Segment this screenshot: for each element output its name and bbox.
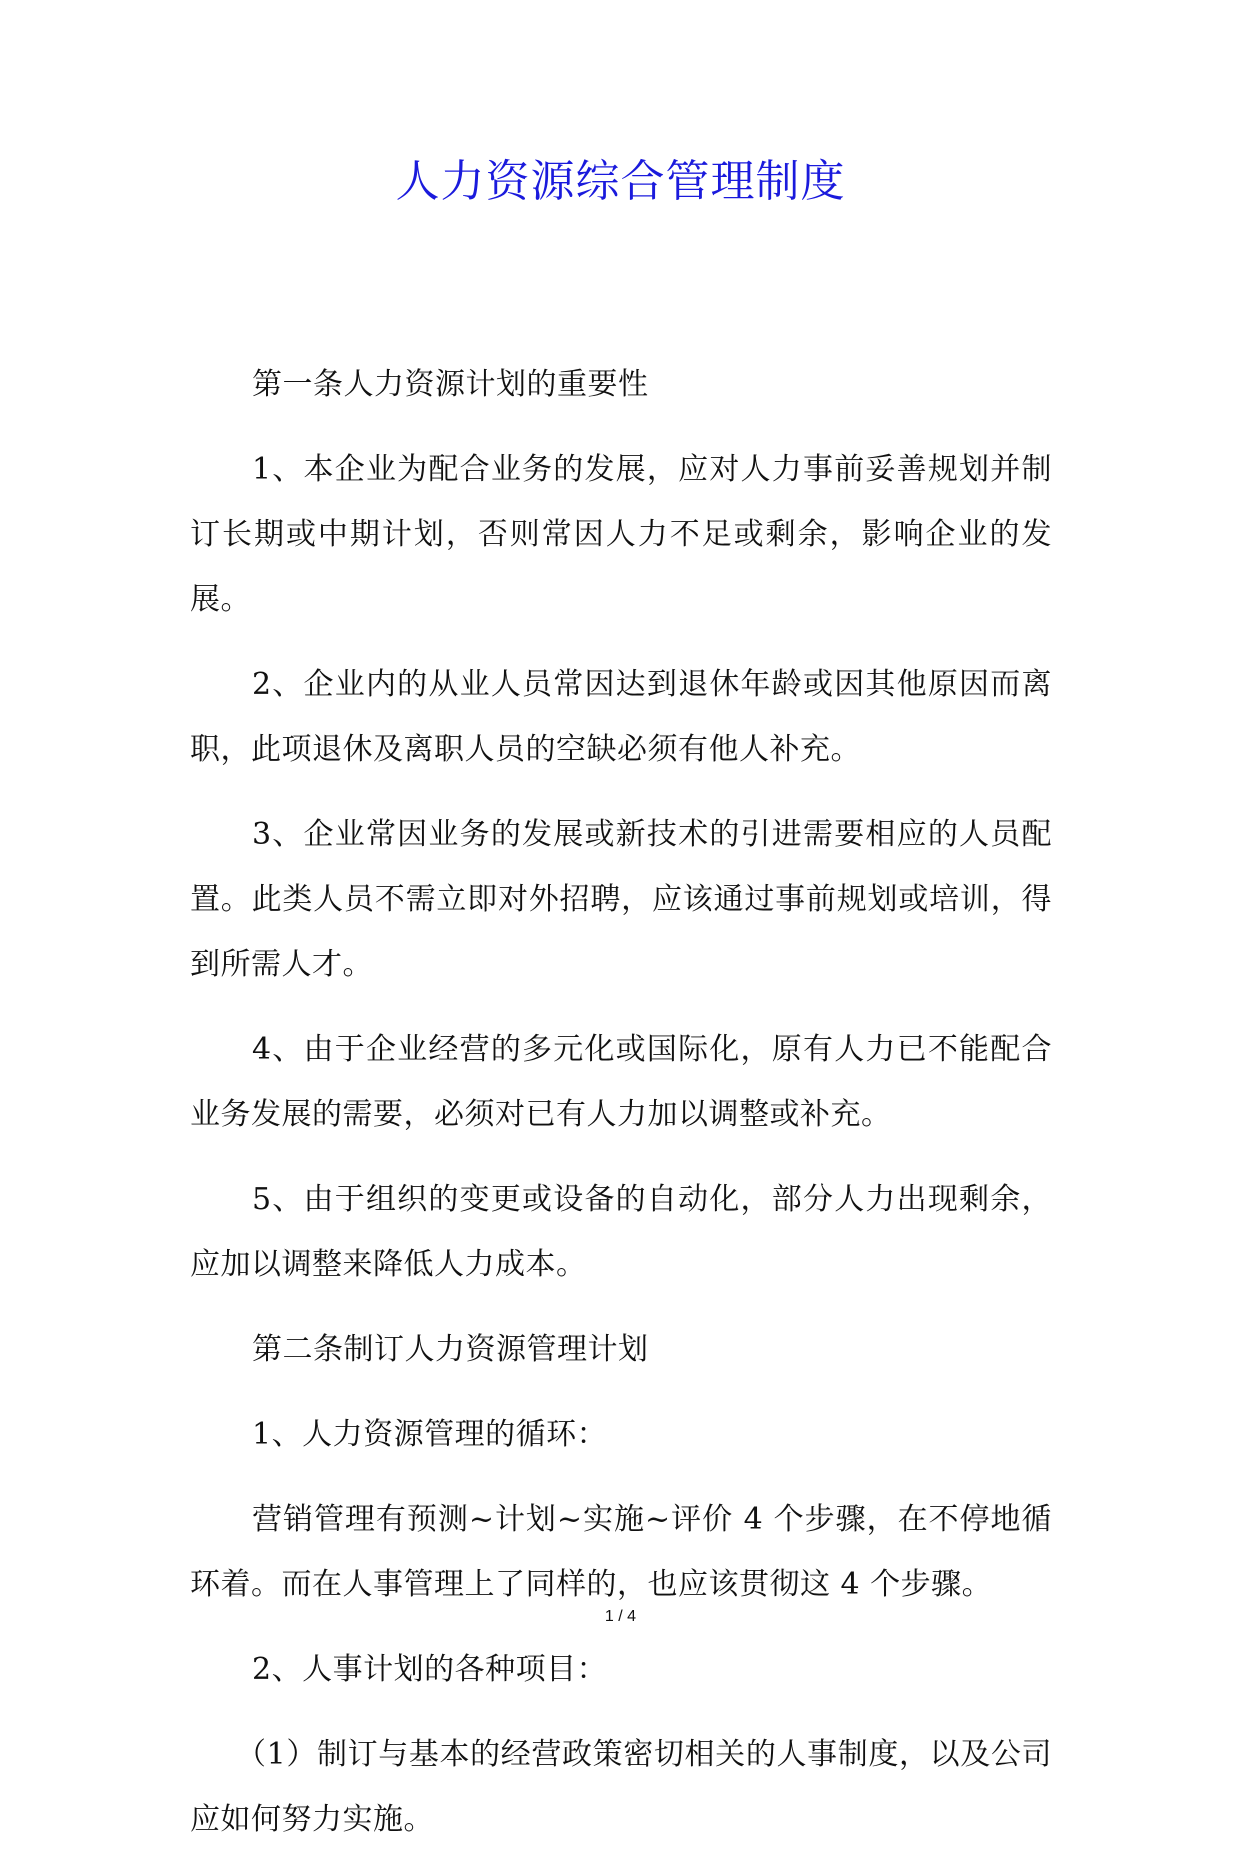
paragraph-article-2-item-2: 2、人事计划的各种项目： — [252, 1652, 608, 1687]
page-number: 1 / 4 — [604, 1608, 637, 1625]
paragraph-article-1-heading: 第一条人力资源计划的重要性 — [252, 367, 649, 402]
paragraph-article-1-item-2: 2、企业内的从业人员常因达到退休年龄或因其他原因而离职，此项退休及离职人员的空缺必须有他人补充。 — [190, 667, 1052, 767]
document-body — [190, 352, 1052, 1872]
paragraph-article-1-item-5: 5、由于组织的变更或设备的自动化，部分人力出现剩余，应加以调整来降低人力成本。 — [190, 1182, 1052, 1282]
paragraph-article-2-item-2-sub-1: （1）制订与基本的经营政策密切相关的人事制度，以及公司应如何努力实施。 — [190, 1737, 1052, 1837]
paragraph-article-2-heading: 第二条制订人力资源管理计划 — [252, 1332, 649, 1367]
document-title: 人力资源综合管理制度 — [395, 156, 846, 207]
paragraph-article-2-item-1: 1、人力资源管理的循环： — [252, 1417, 608, 1452]
paragraph-article-1-item-1: 1、本企业为配合业务的发展，应对人力事前妥善规划并制订长期或中期计划，否则常因人力不足或剩余，影响企业的发展。 — [190, 452, 1052, 617]
paragraph-article-2-item-1-text: 营销管理有预测~计划~实施~评价 4 个步骤，在不停地循环着。而在人事管理上了同样的，也应该贯彻这 4 个步骤。 — [190, 1502, 1052, 1602]
paragraph-article-1-item-4: 4、由于企业经营的多元化或国际化，原有人力已不能配合业务发展的需要，必须对已有人力加以调整或补充。 — [190, 1032, 1052, 1132]
paragraph-article-1-item-3: 3、企业常因业务的发展或新技术的引进需要相应的人员配置。此类人员不需立即对外招聘，应该通过事前规划或培训，得到所需人才。 — [190, 817, 1052, 982]
